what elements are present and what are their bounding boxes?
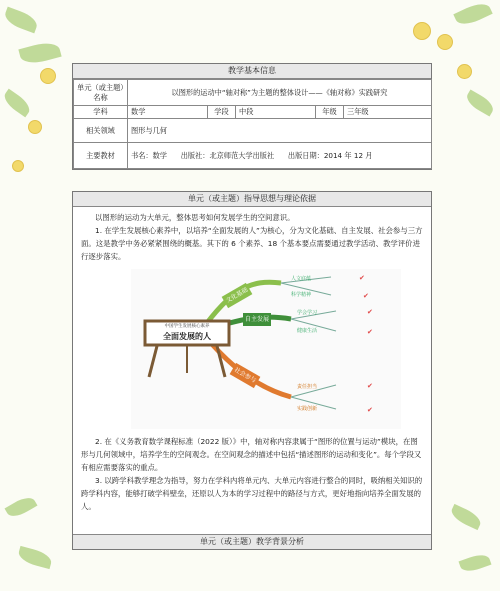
svg-text:✔: ✔ — [363, 292, 369, 300]
guidance-paragraph-1: 1. 在学生发展核心素养中，以培养“全面发展的人”为核心，分为文化基础、自主发展、社会参与三方面。这是教学中务必紧紧围绕的概基。其下的 6 个素养、18 个基本要点需要通过教学活动、教学评价进行逐步落实。 — [81, 226, 423, 261]
node-innovation: 实践创新 — [297, 406, 318, 412]
svg-text:✔: ✔ — [367, 308, 373, 316]
guidance-paragraph-intro: 以图形的运动为大单元，整体思考如何发展学生的空间意识。 — [95, 213, 295, 222]
book-name-value: 数学 — [152, 150, 167, 160]
node-learning: 学会学习 — [297, 310, 318, 316]
book-name-label: 书名： — [131, 150, 153, 160]
svg-text:✔: ✔ — [367, 406, 373, 414]
textbook-value — [128, 143, 432, 169]
textbook-label: 主要教材 — [74, 143, 128, 169]
pub-date-label: 出版日期： — [287, 150, 324, 160]
svg-text:✔: ✔ — [367, 382, 373, 390]
leaf-decoration-bottom-right — [440, 470, 500, 591]
field-label: 相关领域 — [74, 119, 128, 143]
stage-value: 中段 — [236, 106, 316, 119]
subject-label: 学科 — [74, 106, 128, 119]
branch-culture: 文化基础 — [222, 283, 253, 308]
branch-self-development: 自主发展 — [243, 313, 271, 326]
pub-date-value: 2014 年 12 月 — [323, 150, 373, 160]
svg-text:✔: ✔ — [367, 328, 373, 336]
node-health: 健康生活 — [297, 328, 318, 334]
mind-map-center: 全面发展的人 — [163, 332, 211, 341]
mind-map-diagram — [131, 269, 401, 429]
info-grid — [73, 79, 432, 169]
guidance-body — [73, 207, 431, 517]
unit-name-label: 单元（或主题）名称 — [74, 80, 128, 106]
guidance-paragraph-3: 3. 以跨学科教学理念为指导，努力在学科内将单元内、大单元内容进行整合的同时，吸纳相关知识的跨学科内容，能够打破学科壁垒，还原以人为本的学习过程中的路径与方式，更好地指向培养全面发展的人。 — [81, 476, 423, 511]
subject-value: 数学 — [128, 106, 208, 119]
node-responsibility: 责任担当 — [297, 384, 318, 390]
mind-map-center-sub: 中国学生发展核心素养 — [164, 324, 210, 329]
stage-label: 学段 — [208, 106, 236, 119]
leaf-decoration-bottom-left — [0, 470, 70, 591]
node-humanities: 人文底蕴 — [291, 276, 312, 282]
core-literacy-mind-map — [131, 269, 401, 429]
grade-value: 三年级 — [344, 106, 432, 119]
background-analysis-title: 单元（或主题）教学背景分析 — [73, 534, 431, 549]
guidance-paragraph-2: 2. 在《义务教育数学课程标准（2022 版）》中，轴对称内容隶属于“图形的位置与运动”模块，在图形与几何领域中，培养学生的空间观念。在空间观念的描述中包括“描述图形的运动和变化”。每个学段又有相应需要落实的重点。 — [81, 437, 422, 472]
guidance-title: 单元（或主题）指导思想与理论依据 — [73, 192, 431, 207]
svg-text:✔: ✔ — [359, 274, 365, 282]
grade-label: 年级 — [316, 106, 344, 119]
publisher-value: 北京师范大学出版社 — [209, 150, 275, 160]
branch-social: 社会参与 — [230, 363, 261, 388]
field-value: 图形与几何 — [128, 119, 432, 143]
guidance-section — [72, 191, 432, 550]
basic-info-title: 教学基本信息 — [73, 64, 431, 79]
unit-name-value: 以图形的运动中“轴对称”为主题的整体设计——《轴对称》实践研究 — [128, 80, 432, 106]
node-science: 科学精神 — [291, 292, 312, 298]
publisher-label: 出版社： — [180, 150, 210, 160]
basic-info-table — [72, 63, 432, 170]
